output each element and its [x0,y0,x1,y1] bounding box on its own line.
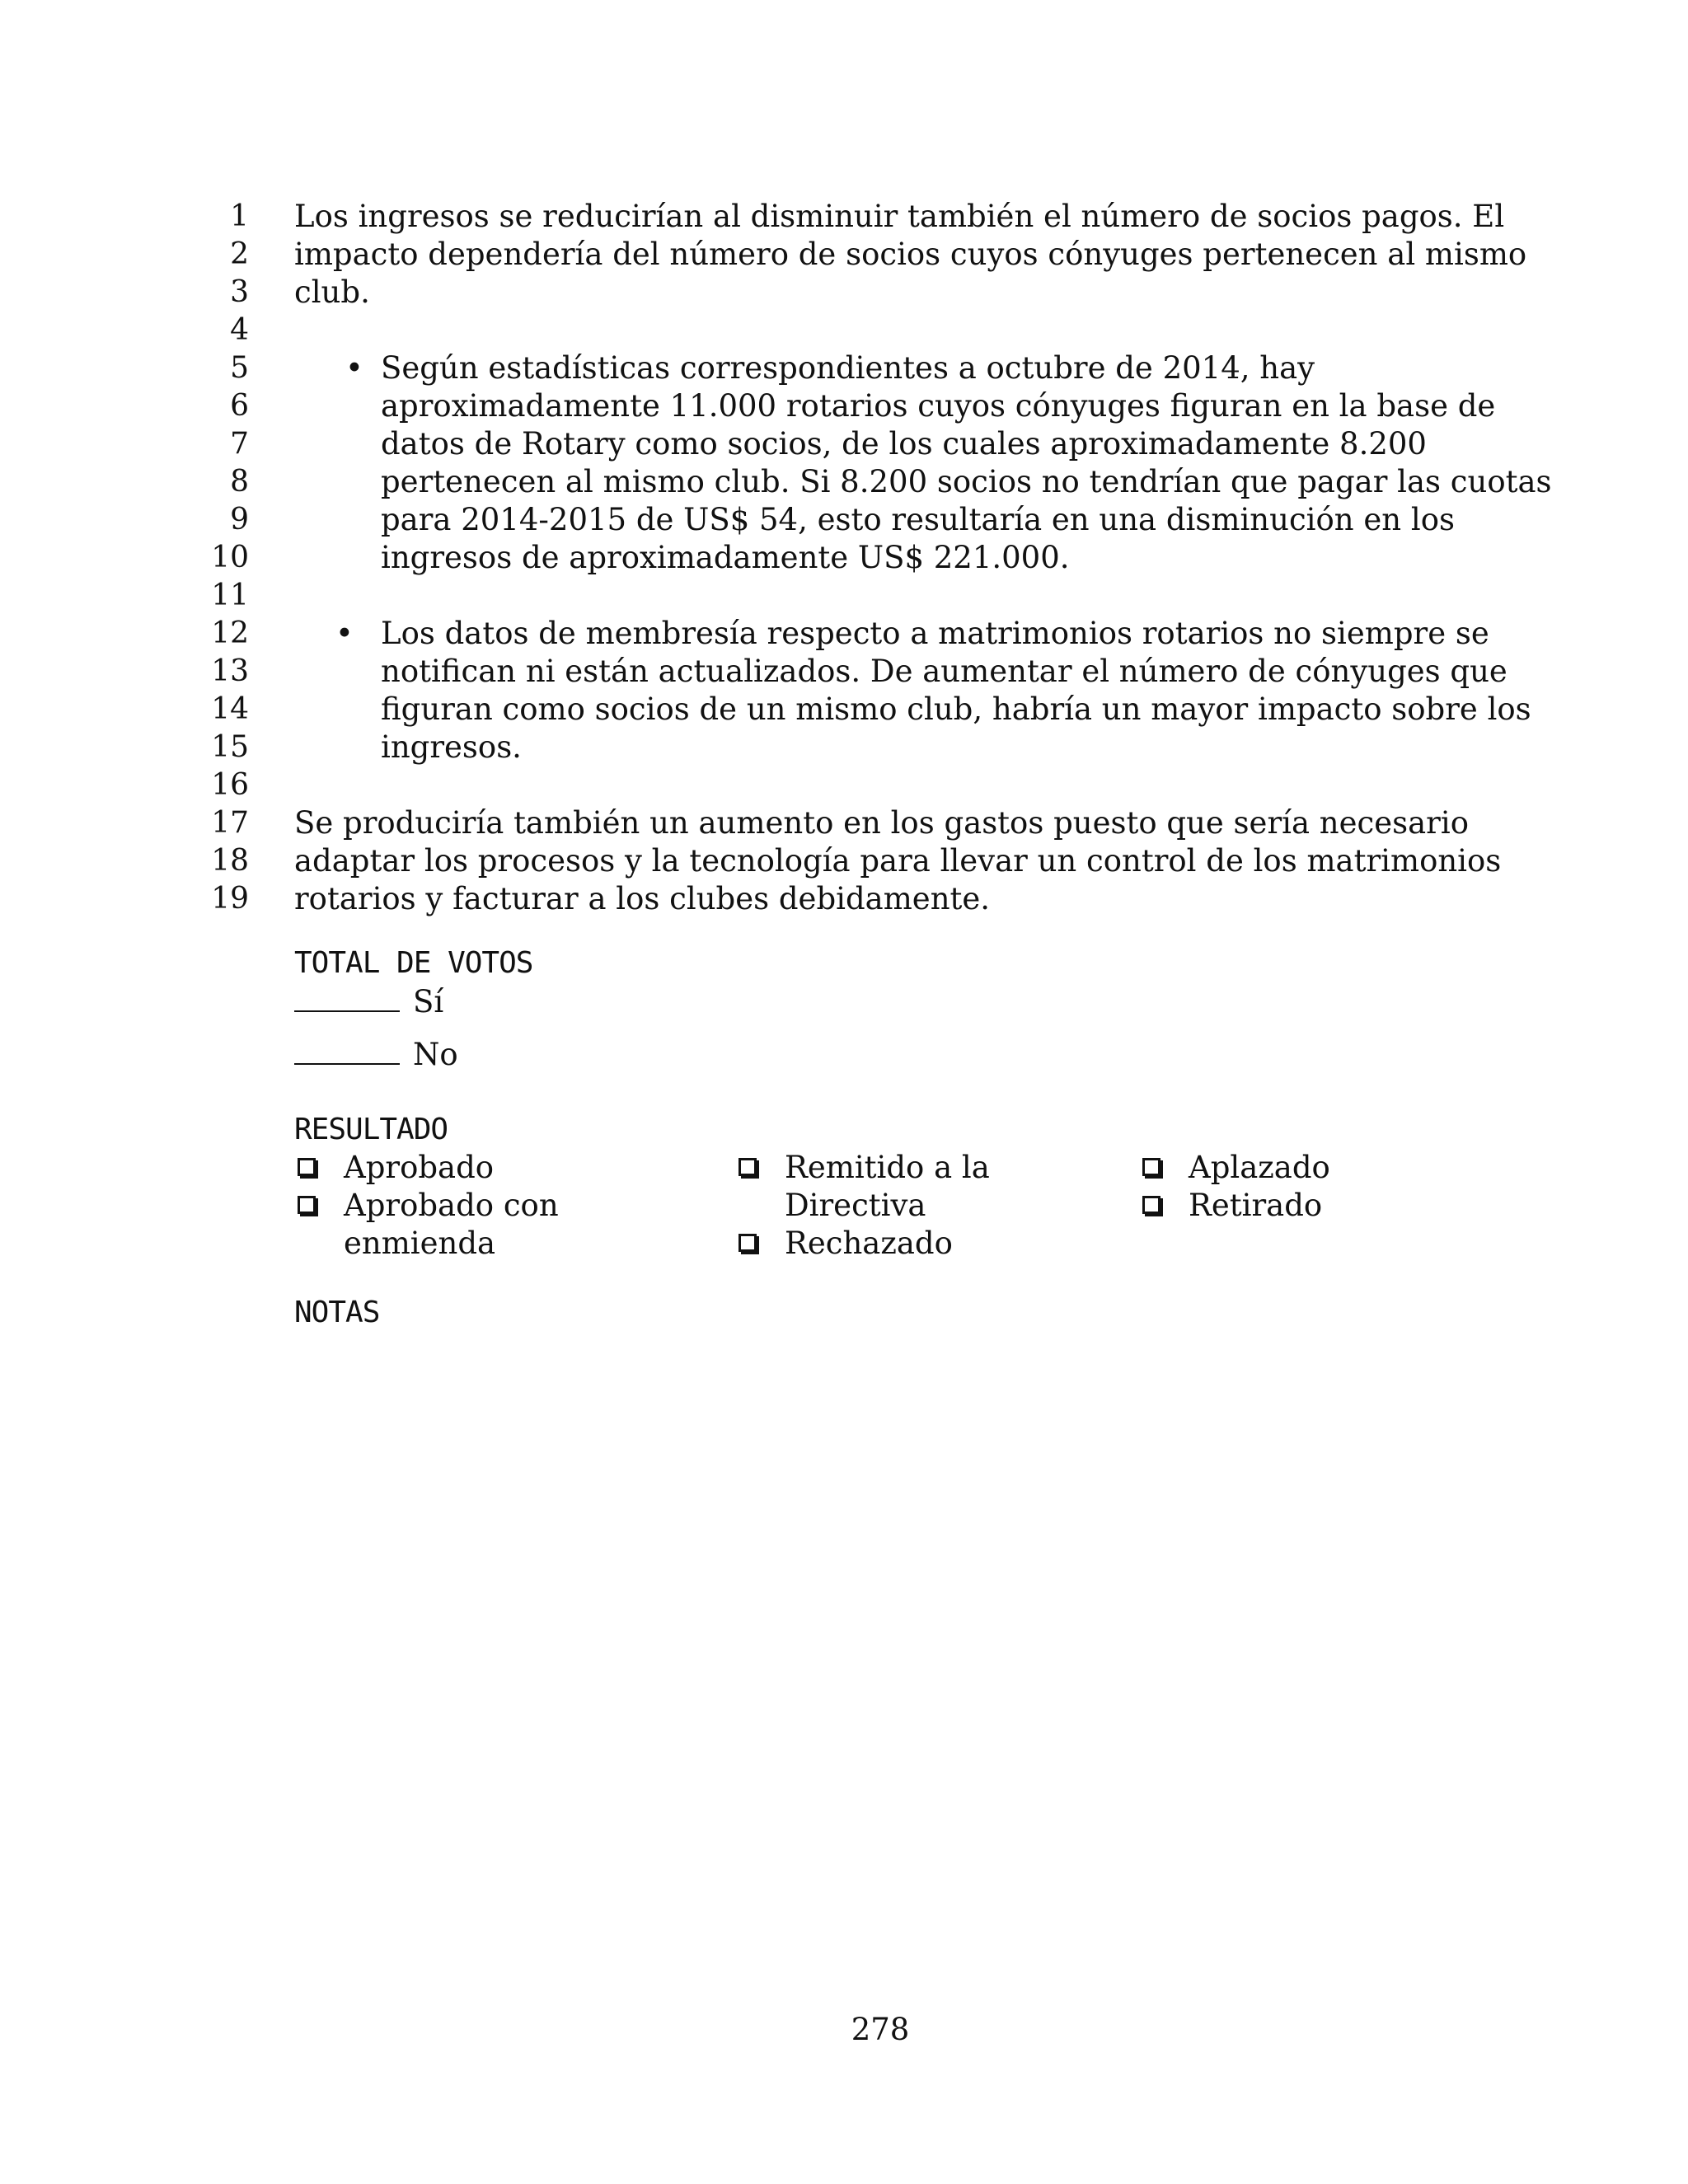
bullet-text: ingresos de aproximadamente US$ 221.000. [381,540,1070,575]
bullet-line [294,501,1498,539]
vote-yes-blank[interactable] [294,982,400,1012]
bullet-line [294,463,1552,501]
line-number: 7 [230,427,249,461]
bullet-line [294,615,1498,653]
bullet-text: aproximadamente 11.000 rotarios cuyos cónyuges figuran en la base de [381,388,1496,424]
notes-title: NOTAS [294,1296,380,1329]
bullet-line [294,653,1507,691]
body-text [294,198,1552,918]
checkbox-icon[interactable] [1142,1158,1160,1176]
option-rechazado[interactable]: Rechazado [735,1225,990,1263]
checkbox-icon[interactable] [298,1196,316,1214]
option-aprobado[interactable]: Aprobado [294,1149,559,1187]
paragraph-line: impacto dependería del número de socios cuyos cónyuges pertenecen al mismo [294,237,1527,272]
option-aplazado[interactable]: Aplazado [1139,1149,1330,1187]
bullet-line [294,349,1498,387]
bullet-text: notifican ni están actualizados. De aumentar el número de cónyuges que [381,654,1507,689]
line-number: 18 [211,844,249,878]
paragraph-line: rotarios y facturar a los clubes debidamente. [294,881,991,916]
checkbox-icon[interactable] [1142,1196,1160,1214]
vote-no-row [294,1035,1498,1073]
line-number: 19 [211,882,249,916]
vote-yes-label: Sí [413,984,444,1019]
result-title: RESULTADO [294,1113,448,1146]
checkbox-icon[interactable] [738,1234,757,1252]
line-number: 5 [230,351,249,385]
option-remitido-a-la-directiva[interactable]: Remitido a la [735,1149,990,1187]
line-number: 4 [230,313,249,347]
bullet-text: ingresos. [381,729,522,765]
line-number: 17 [211,806,249,840]
bullet-line [294,387,1498,425]
blank-line [294,766,1498,804]
result-column-2 [735,1149,990,1263]
option-aprobado-con-enmienda[interactable]: Aprobado con [294,1187,559,1225]
bullet-line [294,729,1498,766]
line-number: 11 [211,579,249,612]
line-number: 6 [230,389,249,423]
votes-section [294,944,1498,1073]
line-number: 8 [230,465,249,499]
paragraph-line: Los ingresos se reducirían al disminuir también el número de socios pagos. El [294,199,1505,234]
bullet-text: figuran como socios de un mismo club, habría un mayor impacto sobre los [381,691,1531,727]
vote-yes-row [294,982,1498,1020]
checkbox-icon[interactable] [738,1158,757,1176]
option-retirado[interactable]: Retirado [1139,1187,1330,1225]
line-number: 16 [211,768,249,802]
result-column-1 [294,1149,559,1263]
line-number: 3 [230,275,249,309]
checkbox-icon[interactable] [298,1158,316,1176]
bullet-text: datos de Rotary como socios, de los cuales aproximadamente 8.200 [381,426,1427,462]
line-number: 12 [211,616,249,650]
votes-title: TOTAL DE VOTOS [294,946,533,980]
line-number: 15 [211,730,249,764]
bullet-icon: • [335,616,354,651]
vote-no-label: No [413,1037,458,1072]
line-number: 14 [211,692,249,726]
line-number: 10 [211,541,249,574]
bullet-icon: • [345,350,363,386]
bullet-line [294,691,1531,729]
option-continuation: Directiva [785,1188,926,1223]
vote-no-blank[interactable] [294,1035,400,1065]
option-continuation: enmienda [344,1226,496,1261]
bullet-line [294,539,1498,577]
page-number: 278 [851,2012,910,2047]
line-number: 9 [230,503,249,537]
line-number-column [198,198,249,918]
paragraph-line: club. [294,274,370,310]
paragraph-line: adaptar los procesos y la tecnología para llevar un control de los matrimonios [294,843,1502,879]
bullet-text: Según estadísticas correspondientes a octubre de 2014, hay [381,350,1315,386]
bullet-text: para 2014-2015 de US$ 54, esto resultaría en una disminución en los [381,502,1455,537]
line-number: 2 [230,237,249,271]
paragraph-line: Se produciría también un aumento en los gastos puesto que sería necesario [294,805,1469,841]
bullet-text: pertenecen al mismo club. Si 8.200 socios no tendrían que pagar las cuotas [381,464,1552,499]
bullet-line [294,425,1498,463]
blank-line [294,312,1498,349]
result-section [294,1111,1498,1261]
line-number: 1 [230,199,249,233]
line-number: 13 [211,654,249,688]
blank-line [294,577,1498,615]
bullet-text: Los datos de membresía respecto a matrimonios rotarios no siempre se [381,616,1489,651]
result-column-3 [1139,1149,1330,1225]
